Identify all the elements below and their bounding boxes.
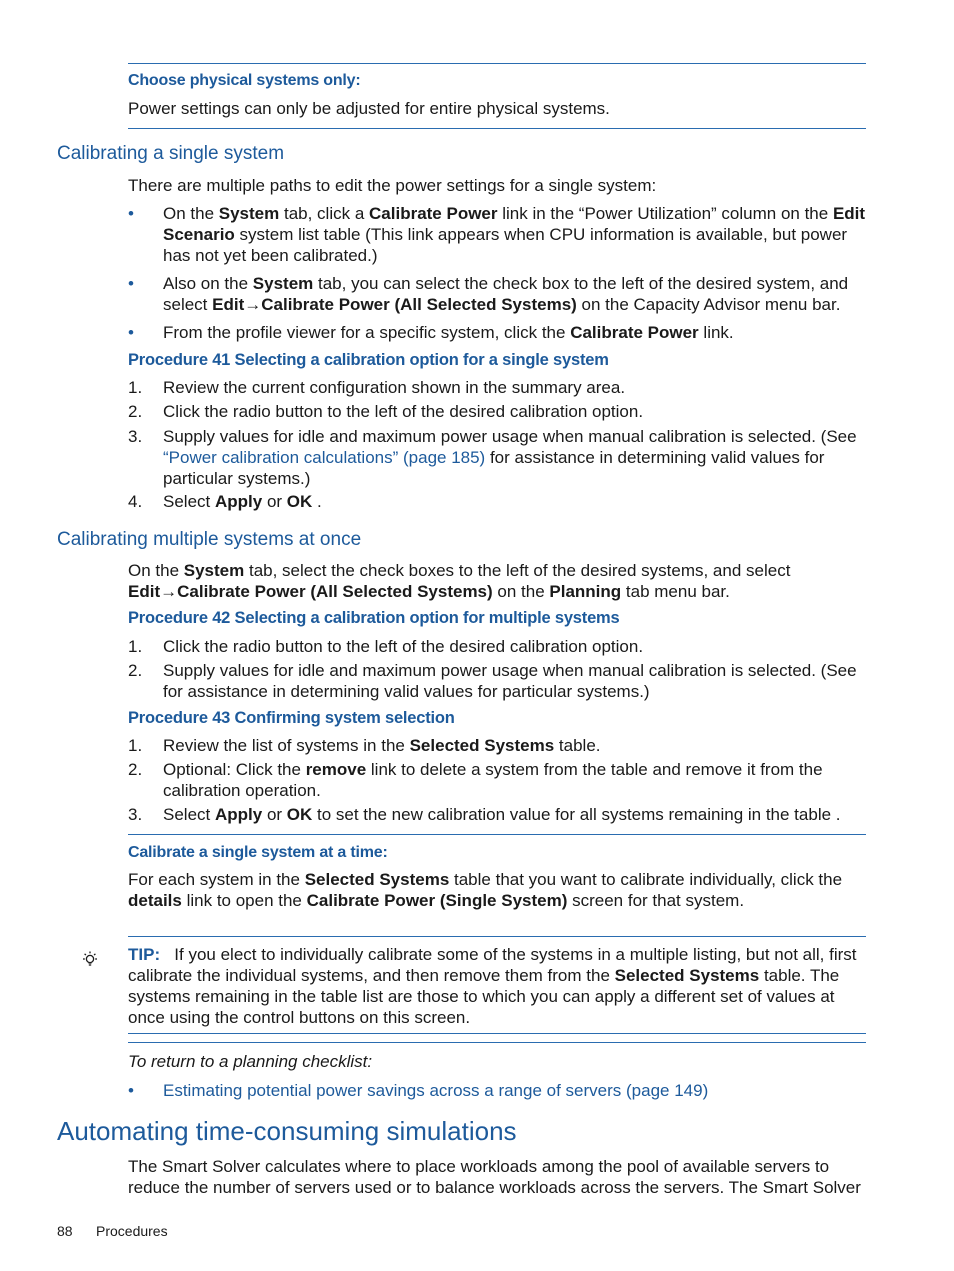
text-run: Click the radio button to the left of the desired calibration option. (163, 402, 644, 421)
tip-body (128, 944, 868, 1028)
bold-term: System (183, 561, 245, 580)
bold-term: details (128, 891, 182, 910)
bold-term: Edit (212, 295, 245, 314)
rich-text (128, 869, 868, 911)
rich-text (128, 945, 856, 1027)
text-run: to set the new calibration value for all systems remaining in the table . (312, 805, 841, 824)
text-run: Also on the (163, 274, 253, 293)
note-bottom-rule (128, 128, 866, 129)
rich-text (163, 636, 868, 657)
text-run: on the Capacity Advisor menu bar. (576, 295, 841, 314)
step-number: 3. (128, 805, 143, 824)
bold-term: OK (286, 805, 313, 824)
step-number: 2. (128, 760, 143, 779)
bold-term: Calibrate Power (All Selected Systems) (261, 295, 577, 314)
tip-label: TIP: (128, 945, 161, 964)
note-heading: Calibrate a single system at a time: (128, 844, 388, 861)
step-number: 3. (128, 427, 143, 446)
footer-section: Procedures (96, 1223, 168, 1239)
checklist-link[interactable]: Estimating potential power savings across a range of servers (page 149) (163, 1081, 709, 1100)
note-heading: Choose physical systems only: (128, 72, 361, 89)
text-run: tab, click a (279, 204, 370, 223)
bullet-mark: • (128, 323, 134, 342)
bullet-mark: • (128, 204, 134, 223)
return-label: To return to a planning checklist: (128, 1052, 373, 1071)
text-run: Supply values for idle and maximum power usage when manual calibration is selected. (See (163, 427, 857, 446)
rich-text (163, 426, 868, 489)
step-number: 2. (128, 402, 143, 421)
bold-term: System (252, 274, 314, 293)
bold-term: Calibrate Power (Single System) (306, 891, 568, 910)
bold-term: Calibrate Power (570, 323, 699, 342)
rich-text (163, 322, 868, 343)
rich-text (163, 735, 868, 756)
text-run: link. (698, 323, 734, 342)
bold-term: System (218, 204, 280, 223)
note-top-rule (128, 63, 866, 64)
text-run: tab, you can select the check box to the left of the desired system, and select (163, 274, 849, 314)
rich-text (163, 203, 868, 266)
procedure-title-42: Procedure 42 Selecting a calibration option for multiple systems (128, 609, 620, 627)
bold-term: Planning (549, 582, 622, 601)
text-run: link to open the (181, 891, 307, 910)
text-run: for assistance in determining valid values for particular systems.) (163, 448, 825, 488)
rich-text (163, 273, 868, 315)
rich-text (163, 759, 868, 801)
bold-term: Selected Systems (409, 736, 555, 755)
text-run: tab menu bar. (621, 582, 730, 601)
section-body-automating: The Smart Solver calculates where to place workloads among the pool of available servers to reduce the number of servers used or to balance workloads across the servers. The Smart Solver (128, 1157, 861, 1197)
text-run: tab, select the check boxes to the left of the desired systems, and select (244, 561, 791, 580)
cross-reference-link[interactable]: “Power calibration calculations” (page 185) (163, 448, 486, 467)
rich-text (163, 401, 868, 422)
text-run: → (160, 582, 178, 601)
page-number: 88 (57, 1223, 73, 1239)
step-number: 1. (128, 637, 143, 656)
text-run: From the profile viewer for a specific system, click the (163, 323, 571, 342)
rich-text (163, 377, 868, 398)
text-run: Review the list of systems in the (163, 736, 410, 755)
text-run: link to delete a system from the table and remove it from the calibration operation. (163, 760, 823, 800)
text-run: Review the current configuration shown in the summary area. (163, 378, 626, 397)
text-run: On the (163, 204, 219, 223)
bold-term: Apply (214, 805, 263, 824)
text-run: or (262, 805, 287, 824)
note-body: Power settings can only be adjusted for entire physical systems. (128, 99, 610, 118)
text-run: → (244, 295, 262, 314)
text-run: table. (554, 736, 601, 755)
tip-top-rule (128, 936, 866, 937)
rich-text (163, 660, 868, 702)
rich-text (163, 804, 868, 825)
rich-text (128, 560, 868, 602)
text-run: system list table (This link appears when CPU information is available, but power has not yet been calibrated.) (163, 225, 848, 265)
bold-term: Calibrate Power (All Selected Systems) (177, 582, 493, 601)
section-intro-single: There are multiple paths to edit the power settings for a single system: (128, 176, 657, 195)
bullet-mark: • (128, 1081, 134, 1100)
text-run: On the (128, 561, 184, 580)
bullet-mark: • (128, 274, 134, 293)
text-run: link in the “Power Utilization” column on the (497, 204, 833, 223)
section-heading-single: Calibrating a single system (57, 143, 285, 164)
section-heading-automating: Automating time-consuming simulations (57, 1116, 517, 1146)
text-run: If you elect to individually calibrate some of the systems in a multiple listing, but not all, first calibrate the individual systems, and then remove them from the (128, 945, 857, 985)
text-run: Select (163, 805, 215, 824)
procedure-title-43: Procedure 43 Confirming system selection (128, 709, 455, 727)
bold-term: remove (305, 760, 367, 779)
tip-bottom-rule (128, 1033, 866, 1034)
note-top-rule (128, 834, 866, 835)
text-run: Optional: Click the (163, 760, 306, 779)
tip-bottom-rule-2 (128, 1042, 866, 1043)
bold-term: OK (286, 492, 313, 511)
text-run: table that you want to calibrate individually, click the (449, 870, 843, 889)
procedure-title-41: Procedure 41 Selecting a calibration option for a single system (128, 351, 609, 369)
bold-term: Selected Systems (304, 870, 450, 889)
lightbulb-icon (80, 950, 100, 970)
bold-term: Selected Systems (614, 966, 760, 985)
section-heading-multiple: Calibrating multiple systems at once (57, 529, 362, 550)
bold-term: Edit (128, 582, 161, 601)
text-run: Click the radio button to the left of the desired calibration option. (163, 637, 644, 656)
step-number: 2. (128, 661, 143, 680)
step-number: 1. (128, 736, 143, 755)
text-run: table. The systems remaining in the table list are those to which you can apply a different set of values at once using the control buttons on this screen. (128, 966, 840, 1027)
rich-text (163, 491, 868, 512)
text-run: on the (492, 582, 550, 601)
text-run: Select (163, 492, 215, 511)
step-number: 4. (128, 492, 143, 511)
text-run: For each system in the (128, 870, 305, 889)
text-run: . (312, 492, 322, 511)
text-run: Supply values for idle and maximum power usage when manual calibration is selected. (See for assistance in determining valid values for particular systems.) (163, 661, 857, 701)
bold-term: Edit Scenario (163, 204, 866, 244)
bold-term: Apply (214, 492, 263, 511)
text-run: or (262, 492, 287, 511)
text-run: screen for that system. (567, 891, 745, 910)
bold-term: Calibrate Power (369, 204, 498, 223)
step-number: 1. (128, 378, 143, 397)
